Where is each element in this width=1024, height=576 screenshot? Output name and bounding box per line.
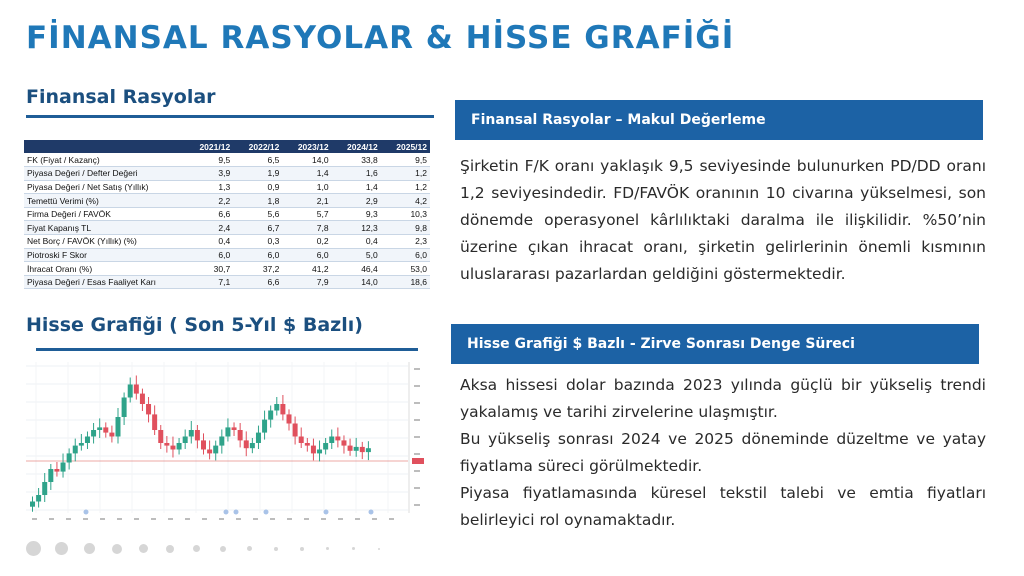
table-row bbox=[24, 221, 430, 235]
row-value: 9,8 bbox=[381, 221, 430, 235]
candle-body bbox=[201, 440, 206, 449]
header-empty-cell bbox=[24, 140, 184, 153]
candle-body bbox=[323, 443, 328, 450]
candle-body bbox=[311, 446, 316, 454]
dot bbox=[112, 544, 122, 554]
candle-body bbox=[317, 450, 322, 454]
time-tick bbox=[287, 518, 292, 520]
candle-body bbox=[256, 433, 261, 443]
row-value: 12,3 bbox=[332, 221, 381, 235]
table-row bbox=[24, 180, 430, 194]
dot bbox=[352, 547, 355, 550]
time-tick bbox=[253, 518, 258, 520]
row-value: 0,2 bbox=[282, 235, 331, 249]
row-value: 6,0 bbox=[381, 248, 430, 262]
row-value: 1,4 bbox=[332, 180, 381, 194]
row-label: Piyasa Değeri / Net Satış (Yıllık) bbox=[24, 180, 184, 194]
row-value: 2,9 bbox=[332, 194, 381, 208]
candle-body bbox=[122, 398, 127, 418]
time-tick bbox=[83, 518, 88, 520]
event-marker bbox=[324, 510, 329, 515]
candle-body bbox=[341, 440, 346, 445]
row-value: 6,6 bbox=[233, 275, 282, 289]
row-value: 6,0 bbox=[282, 248, 331, 262]
table-row bbox=[24, 262, 430, 276]
row-value: 9,3 bbox=[332, 207, 381, 221]
candle-body bbox=[213, 446, 218, 454]
candle-body bbox=[305, 443, 310, 446]
row-value: 1,2 bbox=[381, 167, 430, 181]
candle-body bbox=[335, 437, 340, 441]
dot bbox=[220, 546, 226, 552]
row-value: 5,7 bbox=[282, 207, 331, 221]
row-value: 30,7 bbox=[184, 262, 233, 276]
time-tick bbox=[168, 518, 173, 520]
candle-body bbox=[195, 430, 200, 440]
col-header: 2025/12 bbox=[381, 140, 430, 153]
dot bbox=[55, 542, 68, 555]
candle-body bbox=[250, 443, 255, 448]
row-value: 0,4 bbox=[184, 235, 233, 249]
price-tick bbox=[414, 402, 420, 404]
table-row bbox=[24, 167, 430, 181]
row-label: Net Borç / FAVÖK (Yıllık) (%) bbox=[24, 235, 184, 249]
row-value: 46,4 bbox=[332, 262, 381, 276]
event-marker bbox=[224, 510, 229, 515]
chart-analysis-paragraph: Aksa hissesi dolar bazında 2023 yılında güçlü bir yükseliş trendi yakalamış ve tarihi zirvelerine ulaşmıştır. bbox=[460, 376, 986, 421]
candle-body bbox=[189, 430, 194, 437]
candle-body bbox=[79, 443, 84, 446]
price-tick bbox=[414, 385, 420, 387]
table-row bbox=[24, 207, 430, 221]
row-value: 1,4 bbox=[282, 167, 331, 181]
row-value: 18,6 bbox=[381, 275, 430, 289]
row-value: 2,4 bbox=[184, 221, 233, 235]
candle-body bbox=[109, 433, 114, 437]
candle-body bbox=[354, 447, 359, 451]
candle-body bbox=[134, 385, 139, 394]
stock-chart bbox=[26, 358, 430, 528]
event-marker bbox=[234, 510, 239, 515]
price-tick bbox=[414, 487, 420, 489]
candlestick-chart bbox=[26, 358, 430, 528]
candle-body bbox=[232, 427, 237, 430]
time-tick bbox=[100, 518, 105, 520]
time-tick bbox=[219, 518, 224, 520]
event-marker bbox=[264, 510, 269, 515]
candle-body bbox=[116, 417, 121, 437]
row-value: 0,3 bbox=[233, 235, 282, 249]
price-tick bbox=[414, 504, 420, 506]
table-row bbox=[24, 235, 430, 249]
chart-analysis-paragraph: Piyasa fiyatlamasında küresel tekstil talebi ve emtia fiyatları belirleyici rol oynamaktadır. bbox=[460, 484, 986, 529]
row-value: 5,6 bbox=[233, 207, 282, 221]
row-value: 2,3 bbox=[381, 235, 430, 249]
candle-body bbox=[36, 495, 41, 502]
row-value: 6,6 bbox=[184, 207, 233, 221]
row-value: 6,0 bbox=[184, 248, 233, 262]
row-value: 2,1 bbox=[282, 194, 331, 208]
row-value: 14,0 bbox=[282, 153, 331, 167]
candle-body bbox=[262, 420, 267, 433]
time-tick bbox=[117, 518, 122, 520]
row-value: 6,0 bbox=[233, 248, 282, 262]
dot bbox=[26, 541, 41, 556]
dot bbox=[139, 544, 148, 553]
row-value: 6,5 bbox=[233, 153, 282, 167]
candle-body bbox=[30, 502, 35, 507]
candle-body bbox=[103, 427, 108, 432]
row-value: 1,6 bbox=[332, 167, 381, 181]
row-label: Firma Değeri / FAVÖK bbox=[24, 207, 184, 221]
chart-heading-underline bbox=[36, 348, 418, 351]
row-label: Piyasa Değeri / Esas Faaliyet Karı bbox=[24, 275, 184, 289]
time-tick bbox=[202, 518, 207, 520]
candle-body bbox=[164, 443, 169, 446]
ratios-table-body bbox=[24, 153, 430, 289]
time-tick bbox=[338, 518, 343, 520]
row-value: 7,8 bbox=[282, 221, 331, 235]
row-value: 1,9 bbox=[233, 167, 282, 181]
row-value: 41,2 bbox=[282, 262, 331, 276]
row-label: İhracat Oranı (%) bbox=[24, 262, 184, 276]
col-header: 2021/12 bbox=[184, 140, 233, 153]
candle-body bbox=[348, 446, 353, 451]
candle-body bbox=[152, 414, 157, 430]
candle-body bbox=[244, 440, 249, 448]
row-value: 33,8 bbox=[332, 153, 381, 167]
candle-body bbox=[299, 437, 304, 444]
candle-body bbox=[287, 414, 292, 423]
row-value: 0,4 bbox=[332, 235, 381, 249]
current-price-marker bbox=[412, 458, 424, 464]
row-value: 1,3 bbox=[184, 180, 233, 194]
ratios-heading: Finansal Rasyolar bbox=[26, 86, 216, 108]
row-value: 37,2 bbox=[233, 262, 282, 276]
row-label: FK (Fiyat / Kazanç) bbox=[24, 153, 184, 167]
candle-body bbox=[280, 404, 285, 414]
time-tick bbox=[321, 518, 326, 520]
candle-body bbox=[219, 437, 224, 446]
valuation-text: Şirketin F/K oranı yaklaşık 9,5 seviyesinde bulunurken PD/DD oranı 1,2 seviyesindedir. FD/FAVÖK oranının 10 civarına yükselmesi, son dönemde operasyonel kârlılıktaki daralma ile ilişkilidir. %50’nin üzerine çıkan ihracat oranı, şirketin gelirlerinin önemli kısmının uluslararası pazarlardan geldiğini göstermektedir. bbox=[460, 157, 986, 283]
candle-body bbox=[207, 450, 212, 454]
page-title: FİNANSAL RASYOLAR & HİSSE GRAFİĞİ bbox=[26, 20, 735, 56]
valuation-banner: Finansal Rasyolar – Makul Değerleme bbox=[455, 100, 983, 140]
price-tick bbox=[414, 453, 420, 455]
candle-body bbox=[85, 437, 90, 444]
dot bbox=[326, 547, 329, 550]
time-tick bbox=[32, 518, 37, 520]
candle-body bbox=[61, 463, 66, 472]
event-marker bbox=[369, 510, 374, 515]
candle-body bbox=[360, 447, 365, 452]
candle-body bbox=[54, 469, 59, 472]
candle-body bbox=[128, 385, 133, 398]
candle-body bbox=[67, 453, 72, 462]
time-tick bbox=[270, 518, 275, 520]
row-label: Fiyat Kapanış TL bbox=[24, 221, 184, 235]
dot bbox=[247, 546, 252, 551]
col-header: 2022/12 bbox=[233, 140, 282, 153]
ratios-table bbox=[24, 140, 430, 289]
row-value: 1,2 bbox=[381, 180, 430, 194]
dot bbox=[378, 548, 380, 550]
ratios-heading-underline bbox=[26, 115, 434, 118]
candle-body bbox=[97, 427, 102, 430]
row-value: 0,9 bbox=[233, 180, 282, 194]
candle-body bbox=[158, 430, 163, 443]
candle-body bbox=[73, 446, 78, 454]
dot bbox=[166, 545, 174, 553]
row-value: 1,0 bbox=[282, 180, 331, 194]
row-value: 14,0 bbox=[332, 275, 381, 289]
time-tick bbox=[389, 518, 394, 520]
row-value: 3,9 bbox=[184, 167, 233, 181]
table-row bbox=[24, 248, 430, 262]
chart-analysis-banner: Hisse Grafiği $ Bazlı - Zirve Sonrası Denge Süreci bbox=[451, 324, 979, 364]
candle-body bbox=[329, 437, 334, 444]
row-value: 4,2 bbox=[381, 194, 430, 208]
table-row bbox=[24, 194, 430, 208]
row-value: 7,1 bbox=[184, 275, 233, 289]
row-label: Piotroski F Skor bbox=[24, 248, 184, 262]
time-tick bbox=[151, 518, 156, 520]
time-tick bbox=[236, 518, 241, 520]
row-value: 2,2 bbox=[184, 194, 233, 208]
row-value: 7,9 bbox=[282, 275, 331, 289]
row-value: 1,8 bbox=[233, 194, 282, 208]
dot bbox=[84, 543, 95, 554]
candle-body bbox=[91, 430, 96, 437]
row-label: Temettü Verimi (%) bbox=[24, 194, 184, 208]
dot bbox=[274, 547, 278, 551]
candle-body bbox=[146, 404, 151, 414]
candle-body bbox=[42, 482, 47, 495]
chart-heading: Hisse Grafiği ( Son 5-Yıl $ Bazlı) bbox=[26, 314, 363, 336]
table-row bbox=[24, 275, 430, 289]
dot bbox=[300, 547, 304, 551]
time-tick bbox=[66, 518, 71, 520]
time-tick bbox=[49, 518, 54, 520]
candle-body bbox=[183, 437, 188, 444]
price-tick bbox=[414, 419, 420, 421]
chart-analysis-text bbox=[460, 372, 986, 534]
candle-body bbox=[366, 448, 371, 452]
time-tick bbox=[355, 518, 360, 520]
candle-body bbox=[274, 404, 279, 411]
candle-body bbox=[140, 394, 145, 404]
col-header: 2024/12 bbox=[332, 140, 381, 153]
chart-analysis-paragraph: Bu yükseliş sonrası 2024 ve 2025 döneminde düzeltme ve yatay fiyatlama süreci görülmektedir. bbox=[460, 430, 986, 475]
col-header: 2023/12 bbox=[282, 140, 331, 153]
row-value: 53,0 bbox=[381, 262, 430, 276]
dot bbox=[193, 545, 200, 552]
row-label: Piyasa Değeri / Defter Değeri bbox=[24, 167, 184, 181]
row-value: 6,7 bbox=[233, 221, 282, 235]
row-value: 9,5 bbox=[184, 153, 233, 167]
candle-body bbox=[177, 443, 182, 450]
price-tick bbox=[414, 368, 420, 370]
row-value: 10,3 bbox=[381, 207, 430, 221]
candle-body bbox=[170, 446, 175, 450]
price-tick bbox=[414, 436, 420, 438]
price-tick bbox=[414, 470, 420, 472]
candle-body bbox=[238, 430, 243, 440]
candle-body bbox=[268, 411, 273, 420]
candle-body bbox=[48, 469, 53, 482]
row-value: 5,0 bbox=[332, 248, 381, 262]
time-tick bbox=[134, 518, 139, 520]
time-tick bbox=[185, 518, 190, 520]
table-row bbox=[24, 153, 430, 167]
event-marker bbox=[84, 510, 89, 515]
candle-body bbox=[225, 427, 230, 436]
time-tick bbox=[372, 518, 377, 520]
candle-body bbox=[293, 424, 298, 437]
row-value: 9,5 bbox=[381, 153, 430, 167]
ratios-table-header bbox=[24, 140, 430, 153]
time-tick bbox=[304, 518, 309, 520]
